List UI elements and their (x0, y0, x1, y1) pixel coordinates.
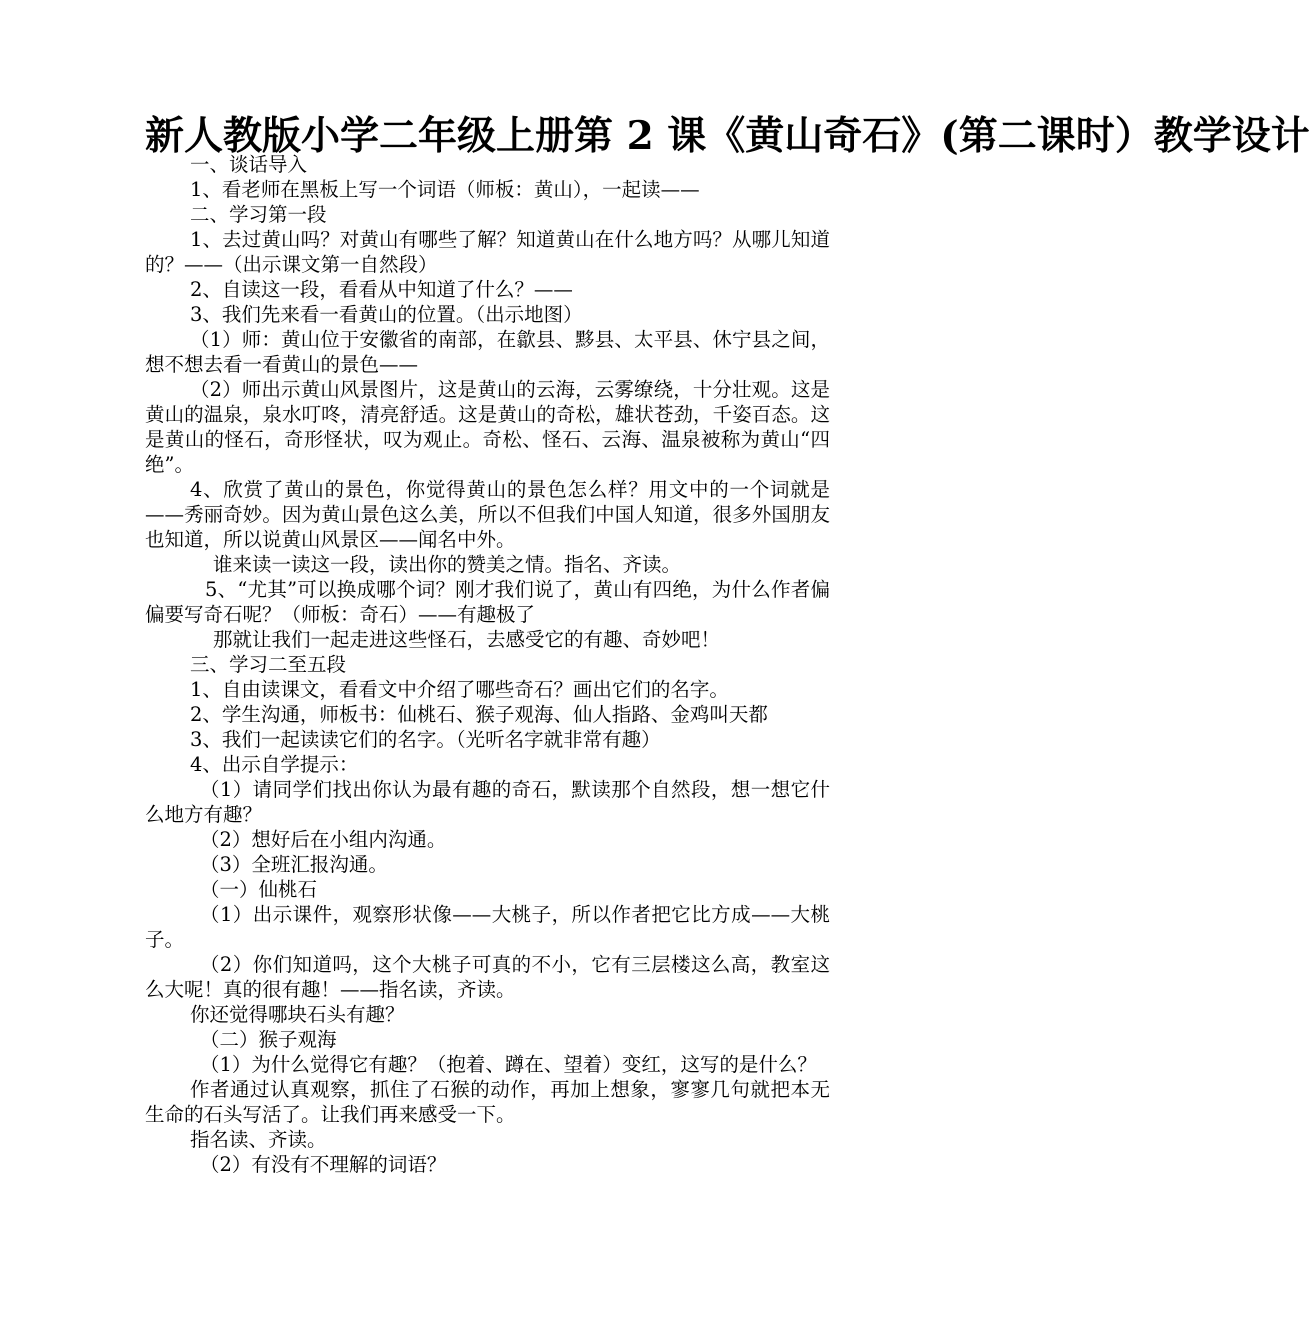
paragraph: 作者通过认真观察，抓住了石猴的动作，再加上想象，寥寥几句就把本无生命的石头写活了。让我们再来感受一下。 (145, 1078, 830, 1126)
paragraph: 3、我们先来看一看黄山的位置。（出示地图） (190, 303, 583, 326)
subsection-heading-xiantaoshi: （一）仙桃石 (200, 878, 318, 901)
paragraph: 3、我们一起读读它们的名字。（光听名字就非常有趣） (190, 728, 661, 751)
paragraph: （2）有没有不理解的词语？ (200, 1153, 447, 1176)
subsection-heading-houziguanhai: （二）猴子观海 (200, 1028, 337, 1051)
paragraph: （3）全班汇报沟通。 (200, 853, 388, 876)
paragraph: （2）想好后在小组内沟通。 (200, 828, 447, 851)
paragraph: （2）你们知道吗，这个大桃子可真的不小，它有三层楼这么高，教室这么大呢！真的很有趣！——指名读，齐读。 (145, 953, 830, 1001)
paragraph: （2）师出示黄山风景图片，这是黄山的云海，云雾缭绕，十分壮观。这是黄山的温泉，泉水叮咚，清亮舒适。这是黄山的奇松，雄状苍劲，千姿百态。这是黄山的怪石，奇形怪状，叹为观止。奇松、怪石、云海、温泉被称为黄山“四绝”。 (145, 378, 830, 476)
section-heading-part2: 三、学习二至五段 (190, 653, 347, 676)
paragraph: 1、自由读课文，看看文中介绍了哪些奇石？画出它们的名字。 (190, 678, 729, 701)
paragraph: （1）出示课件，观察形状像——大桃子，所以作者把它比方成——大桃子。 (145, 903, 830, 951)
paragraph: （1）为什么觉得它有趣？（抱着、蹲在、望着）变红，这写的是什么？ (200, 1053, 817, 1076)
document-title: 新人教版小学二年级上册第 2 课《黄山奇石》(第二课时）教学设计 (145, 113, 1310, 159)
section-heading-part1: 二、学习第一段 (190, 203, 327, 226)
paragraph: 5、“尤其”可以换成哪个词？刚才我们说了，黄山有四绝，为什么作者偏偏要写奇石呢？（师板：奇石）——有趣极了 (145, 578, 830, 626)
paragraph: 谁来读一读这一段，读出你的赞美之情。指名、齐读。 (213, 553, 682, 576)
paragraph: 2、自读这一段，看看从中知道了什么？—— (190, 278, 573, 301)
paragraph: 你还觉得哪块石头有趣？ (190, 1003, 405, 1026)
paragraph: （1）师：黄山位于安徽省的南部，在歙县、黟县、太平县、休宁县之间，想不想去看一看黄山的景色—— (145, 328, 830, 376)
paragraph: 2、学生沟通，师板书：仙桃石、猴子观海、仙人指路、金鸡叫天都 (190, 703, 768, 726)
document-page (145, 113, 1310, 1177)
paragraph: 4、出示自学提示： (190, 753, 359, 776)
section-heading-intro: 一、谈话导入 (190, 153, 308, 176)
paragraph: 那就让我们一起走进这些怪石，去感受它的有趣、奇妙吧！ (213, 628, 721, 651)
paragraph: 指名读、齐读。 (190, 1128, 327, 1151)
paragraph: （1）请同学们找出你认为最有趣的奇石，默读那个自然段，想一想它什么地方有趣？ (145, 778, 830, 826)
paragraph: 4、欣赏了黄山的景色，你觉得黄山的景色怎么样？用文中的一个词就是——秀丽奇妙。因为黄山景色这么美，所以不但我们中国人知道，很多外国朋友也知道，所以说黄山风景区——闻名中外。 (145, 478, 830, 551)
paragraph: 1、看老师在黑板上写一个词语（师板：黄山），一起读—— (190, 178, 700, 201)
paragraph: 1、去过黄山吗？对黄山有哪些了解？知道黄山在什么地方吗？从哪儿知道的？——（出示课文第一自然段） (145, 228, 830, 276)
